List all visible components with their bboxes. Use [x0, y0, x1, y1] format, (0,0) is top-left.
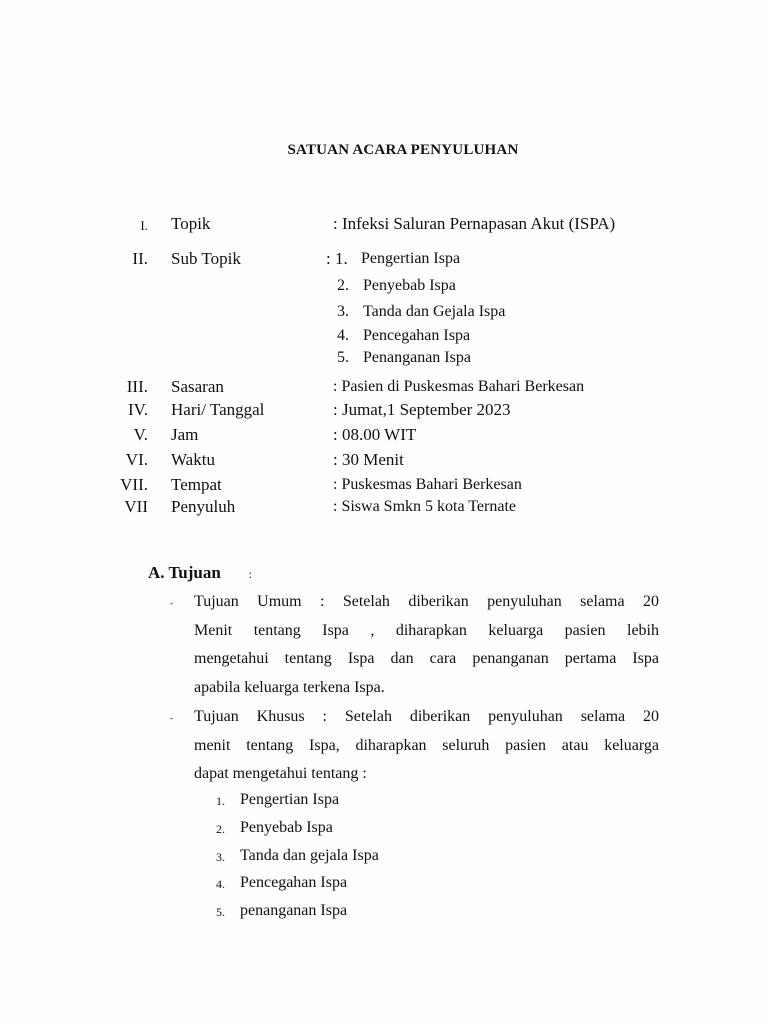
- list-item-text: Tanda dan gejala Ispa: [240, 847, 379, 864]
- paragraph-line: Tujuan Umum : Setelah diberikan penyuluhan selama 20: [194, 593, 659, 610]
- row-label: Sasaran: [171, 377, 224, 396]
- list-item-number: 1.: [216, 794, 225, 808]
- sub-topic-item: [337, 303, 505, 321]
- paragraph-line: menit tentang Ispa, diharapkan seluruh pasien atau keluarga: [194, 736, 659, 754]
- tujuan-umum-paragraph: [194, 588, 659, 702]
- tujuan-khusus-paragraph: [194, 703, 659, 789]
- row-value: : 30 Menit: [333, 450, 404, 469]
- paragraph-line: mengetahui tentang Ispa dan cara penanganan pertama Ispa: [194, 650, 659, 667]
- row-label: Tempat: [171, 475, 222, 494]
- section-heading-colon: :: [248, 567, 253, 581]
- bullet-marker: -: [170, 713, 173, 723]
- row-value: : 08.00 WIT: [333, 425, 417, 444]
- paragraph-line: Menit tentang Ispa , diharapkan keluarga pasien lebih: [194, 621, 659, 639]
- row-value: : Pasien di Puskesmas Bahari Berkesan: [333, 378, 585, 395]
- sub-topic-item: [337, 349, 471, 367]
- row-number: VII: [124, 497, 148, 516]
- row-number: VII.: [120, 475, 148, 494]
- row-label: Penyuluh: [171, 497, 236, 516]
- row-number: III.: [126, 377, 148, 396]
- row-value: : Puskesmas Bahari Berkesan: [333, 476, 522, 493]
- row-label: Waktu: [171, 450, 215, 469]
- sub-topic-number: 5.: [337, 349, 349, 366]
- list-item-text: Penyebab Ispa: [240, 819, 333, 836]
- list-item-text: Pencegahan Ispa: [240, 874, 348, 891]
- sub-topic-item: [361, 250, 460, 268]
- row-value: : 1.: [326, 249, 348, 268]
- row-value: : Siswa Smkn 5 kota Ternate: [333, 498, 517, 515]
- row-label: Sub Topik: [171, 249, 241, 268]
- list-item-text: penanganan Ispa: [240, 902, 348, 919]
- sub-topic-text: Penyebab Ispa: [363, 277, 456, 294]
- row-number: V.: [133, 425, 148, 444]
- sub-topic-item: [337, 277, 456, 295]
- sub-topic-number: 3.: [337, 303, 349, 320]
- list-item-number: 4.: [216, 877, 225, 891]
- sub-topic-text: Penanganan Ispa: [363, 349, 471, 366]
- paragraph-line: Tujuan Khusus : Setelah diberikan penyuluhan selama 20: [194, 708, 659, 725]
- paragraph-line: apabila keluarga terkena Ispa.: [194, 678, 385, 696]
- bullet-marker: -: [170, 598, 173, 608]
- list-item-text: Pengertian Ispa: [240, 791, 340, 808]
- row-label: Topik: [171, 214, 211, 233]
- row-number: II.: [132, 249, 148, 268]
- row-label: Jam: [171, 425, 199, 444]
- row-number: I.: [140, 218, 148, 233]
- list-item-number: 5.: [216, 905, 225, 919]
- row-number: VI.: [125, 450, 148, 469]
- sub-topic-text: Pengertian Ispa: [361, 250, 461, 267]
- section-heading-tujuan: [148, 563, 252, 583]
- sub-topic-text: Pencegahan Ispa: [363, 327, 471, 344]
- row-value: : Infeksi Saluran Pernapasan Akut (ISPA): [333, 214, 616, 233]
- sub-topic-text: Tanda dan Gejala Ispa: [363, 303, 506, 320]
- row-label: Hari/ Tanggal: [171, 400, 265, 419]
- paragraph-line: dapat mengetahui tentang :: [194, 765, 367, 782]
- sub-topic-number: 2.: [337, 277, 349, 294]
- sub-topic-item: [337, 327, 470, 345]
- row-value: : Jumat,1 September 2023: [333, 400, 511, 419]
- section-heading-text: A. Tujuan: [148, 563, 221, 582]
- sub-topic-number: 4.: [337, 327, 349, 344]
- document-title: SATUAN ACARA PENYULUHAN: [287, 142, 519, 158]
- list-item-number: 2.: [216, 822, 225, 836]
- list-item-number: 3.: [216, 850, 225, 864]
- row-number: IV.: [128, 400, 148, 419]
